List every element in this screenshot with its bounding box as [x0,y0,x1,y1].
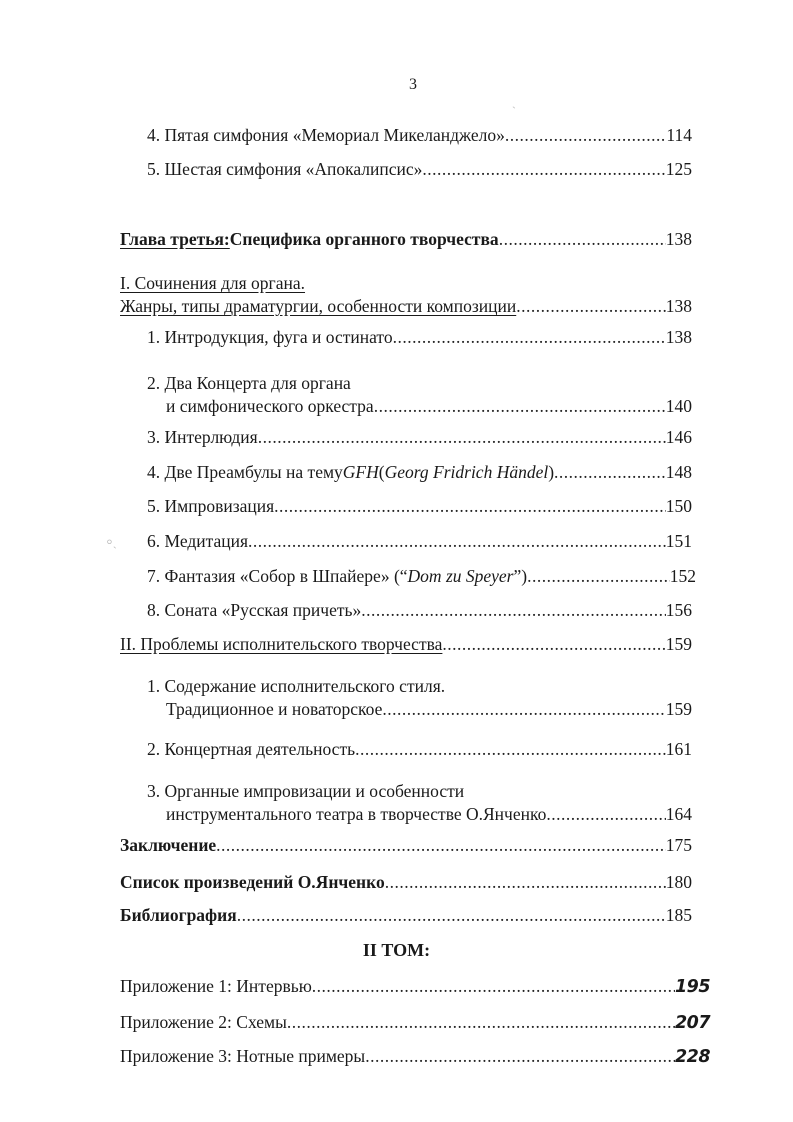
chapter-title: Специфика органного творчества [229,229,499,249]
section-title-line1: I. Сочинения для органа. [120,273,306,293]
toc-section: Жанры, типы драматургии, особенности композиции ..... 138 [120,295,692,317]
leader-dots [385,871,666,893]
handwritten-page: 228 [674,1047,710,1067]
leader-dots [442,633,665,655]
toc-entry: 2. Концертная деятельность ..... 161 [147,738,692,760]
toc-chapter: Заключение ..... 175 [120,834,692,856]
scan-mark: ` [512,104,516,118]
toc-chapter: Библиография ..... 185 [120,904,692,926]
toc-entry: 6. Медитация ..... 151 [147,530,692,552]
toc-entry: 7. Фантазия «Собор в Шпайере» (“ Dom zu Speyer ”) ..... 152 [147,565,696,587]
toc-chapter: Глава третья: Специфика органного творчества ..... 138 [120,228,692,250]
toc-entry: 1. Интродукция, фуга и остинато ..... 138 [147,326,692,348]
leader-dots [258,426,666,448]
leader-dots [499,228,666,250]
leader-dots [355,738,666,760]
leader-dots [361,599,666,621]
leader-dots [237,904,666,926]
toc-entry: Традиционное и новаторское ..... 159 [166,698,692,720]
toc-section: II. Проблемы исполнительского творчества ..... 159 [120,633,692,655]
toc-entry: 5. Импровизация ..... 150 [147,495,692,517]
toc-entry-line1: 1. Содержание исполнительского стиля. [147,676,446,696]
leader-dots [554,461,666,483]
toc-entry: 5. Шестая симфония «Апокалипсис» ..... 125 [147,158,692,180]
leader-dots [393,326,666,348]
handwritten-page: 195 [674,977,710,997]
leader-dots [382,698,665,720]
leader-dots [365,1045,675,1067]
chapter-label: Глава третья: [120,229,230,249]
toc-entry: 4. Две Преамбулы на тему GFH ( Georg Fridrich Händel ) ..... 148 [147,461,692,483]
toc-entry: 8. Соната «Русская причеть» ..... 156 [147,599,692,621]
scan-mark: ⸰ˎ [106,535,117,549]
appendix-entry: Приложение 2: Схемы ..... 207 [120,1011,710,1034]
toc-entry-line1: 2. Два Концерта для органа [147,373,351,393]
leader-dots [287,1011,675,1033]
leader-dots [274,495,666,517]
toc-entry: инструментального театра в творчестве О.Янченко ..... 164 [166,803,692,825]
toc-entry-line1: 3. Органные импровизации и особенности [147,781,465,801]
toc-entry: 3. Интерлюдия ..... 146 [147,426,692,448]
volume-heading: II ТОМ: [362,940,431,960]
leader-dots [546,803,665,825]
toc-entry: 4. Пятая симфония «Мемориал Микеланджело» ..... 114 [147,124,692,146]
leader-dots [527,565,670,587]
appendix-entry: Приложение 3: Нотные примеры ..... 228 [120,1045,710,1068]
toc-chapter: Список произведений О.Янченко ..... 180 [120,871,692,893]
handwritten-page: 207 [674,1013,710,1033]
leader-dots [505,124,666,146]
appendix-entry: Приложение 1: Интервью ..... 195 [120,975,710,998]
leader-dots [516,295,666,317]
leader-dots [374,395,666,417]
page-number: 3 [409,76,417,93]
leader-dots [312,975,675,997]
leader-dots [422,158,665,180]
toc-entry: и симфонического оркестра ..... 140 [166,395,692,417]
leader-dots [216,834,666,856]
leader-dots [248,530,666,552]
